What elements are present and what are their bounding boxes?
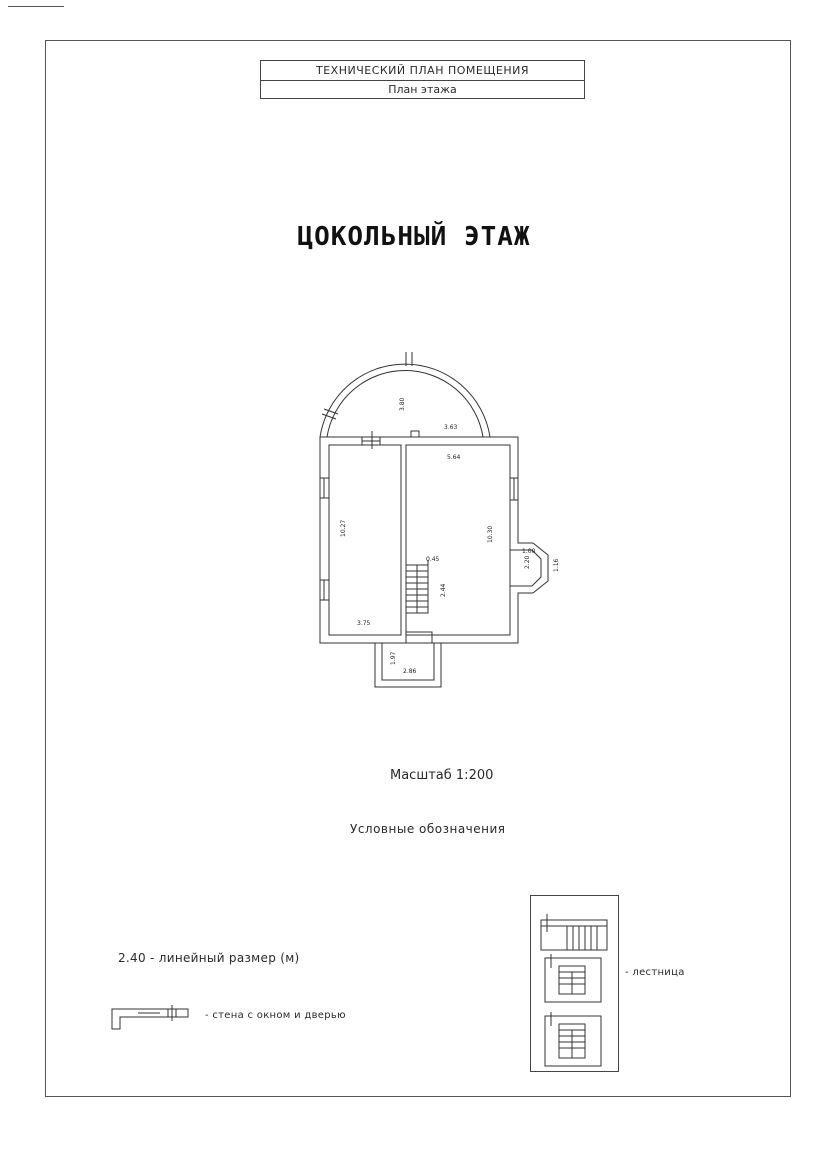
corner-mark: [8, 6, 64, 7]
outer-wall: [320, 437, 548, 643]
title-block: [260, 60, 585, 99]
porch-door: [406, 632, 432, 643]
legend-stair-box: [530, 895, 619, 1072]
dim-left-room-width: 3.75: [357, 620, 371, 627]
dim-porch-depth: 1.97: [390, 651, 397, 665]
left-room: [329, 445, 401, 635]
legend-title: Условные обозначения: [350, 822, 506, 836]
dim-stair-gap: 0.45: [426, 556, 440, 563]
dim-porch-width: 2.86: [403, 668, 417, 675]
dim-stair-length: 2.44: [440, 583, 447, 597]
legend-wall-label: - стена с окном и дверью: [205, 1010, 346, 1021]
legend-stair-label: - лестница: [625, 967, 685, 978]
dim-arc-radius: 3.80: [399, 397, 406, 411]
dim-arc-chord: 3.63: [444, 424, 458, 431]
stair-icon: [531, 896, 618, 1071]
dim-right-room-width: 5.64: [447, 454, 461, 461]
legend-dimension-label: 2.40 - линейный размер (м): [118, 951, 300, 965]
dim-bay-depth: 2.20: [524, 555, 531, 569]
wall-window-door-icon: [110, 1003, 190, 1033]
floor-plan: [300, 345, 590, 695]
dim-bay-width: 1.00: [522, 548, 536, 555]
document-subtitle: План этажа: [388, 83, 457, 96]
dim-bay-side: 1.16: [553, 558, 560, 572]
floor-title: ЦОКОЛЬНЫЙ ЭТАЖ: [297, 222, 531, 252]
dim-left-room-length: 10.27: [340, 519, 347, 537]
scale-label: Масштаб 1:200: [390, 768, 494, 783]
top-vent: [411, 431, 419, 437]
dim-right-room-length: 10.30: [487, 525, 494, 543]
document-title: ТЕХНИЧЕСКИЙ ПЛАН ПОМЕЩЕНИЯ: [261, 61, 584, 81]
